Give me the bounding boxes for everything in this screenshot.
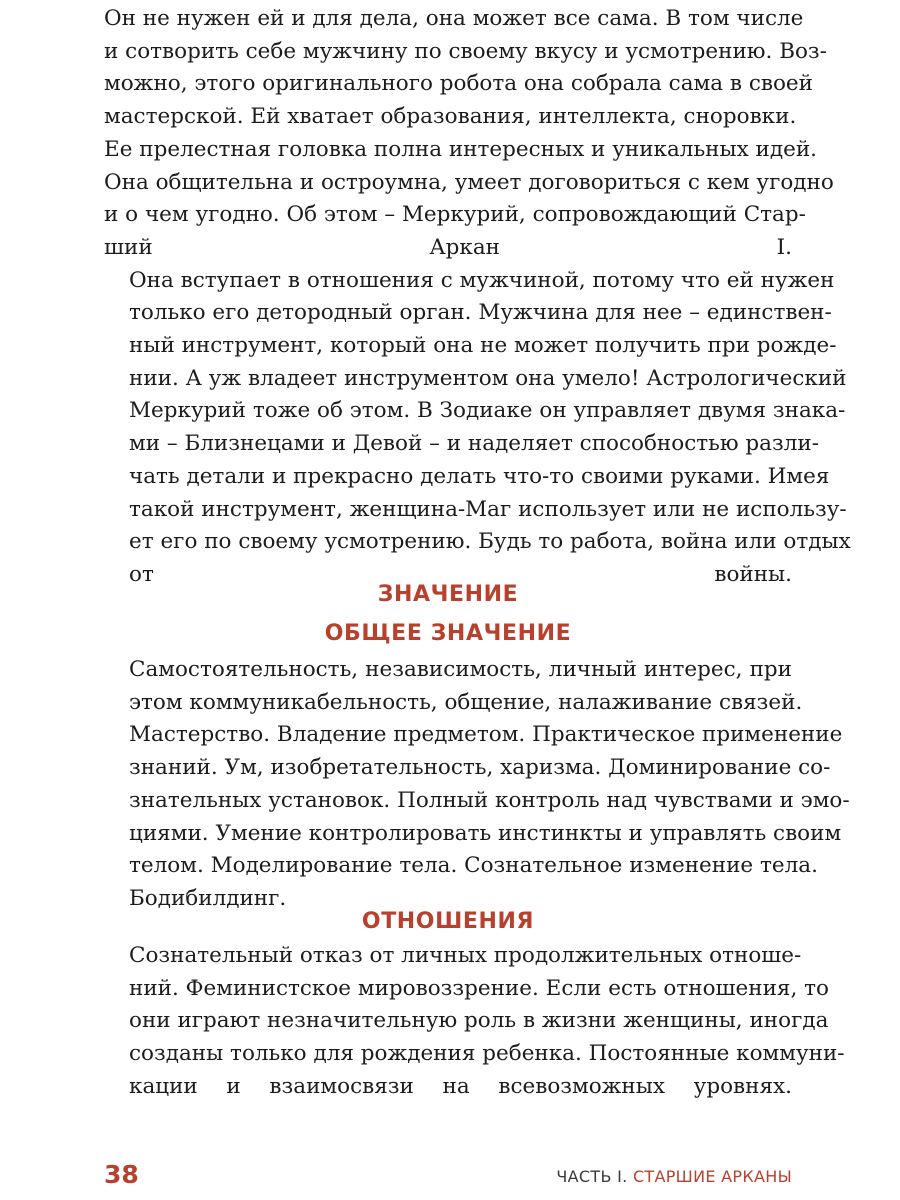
- section-heading-meaning: ЗНАЧЕНИЕ: [377, 582, 519, 607]
- text-line: знаний. Ум, изобретательность, харизма. Доминирование со-: [129, 755, 831, 781]
- text-block-general: [104, 654, 850, 916]
- text-block-top: [104, 3, 851, 592]
- text-line: чать детали и прекрасно делать что-то своими руками. Имея: [129, 463, 830, 489]
- text-line: мастерской. Ей хватает образования, интеллекта, сноровки.: [104, 104, 797, 130]
- text-block-relations: [104, 940, 845, 1104]
- text-line: Бодибилдинг.: [129, 885, 287, 911]
- text-line: и о чем угодно. Об этом – Меркурий, сопровождающий Стар-: [104, 202, 806, 228]
- text-line: от войны.: [129, 561, 792, 587]
- text-line: телом. Моделирование тела. Сознательное изменение тела.: [129, 853, 818, 879]
- text-line: этом коммуникабельность, общение, налаживание связей.: [129, 689, 803, 715]
- text-line: ет его по своему усмотрению. Будь то работа, война или отдых: [129, 529, 851, 555]
- paragraph-2: [104, 265, 851, 592]
- text-line: они играют незначительную роль в жизни женщины, иногда: [129, 1008, 829, 1034]
- running-head: [556, 1167, 792, 1186]
- text-line: ный инструмент, который она не может получить при рожде-: [129, 333, 837, 359]
- running-head-section: СТАРШИЕ АРКАНЫ: [632, 1167, 792, 1186]
- text-line: только его детородный орган. Мужчина для нее – единствен-: [129, 300, 832, 326]
- subheading-relations: ОТНОШЕНИЯ: [361, 909, 535, 934]
- paragraph-3: [104, 654, 850, 916]
- text-line: ний. Феминистское мировоззрение. Если есть отношения, то: [129, 975, 829, 1001]
- paragraph-4: [104, 940, 845, 1104]
- text-line: ший Аркан I.: [104, 234, 792, 260]
- text-line: Она вступает в отношения с мужчиной, потому что ей нужен: [129, 267, 835, 293]
- text-line: нии. А уж владеет инструментом она умело! Астрологический: [129, 365, 847, 391]
- page-footer: [104, 1160, 792, 1194]
- text-line: можно, этого оригинального робота она собрала сама в своей: [104, 71, 813, 97]
- running-head-part: ЧАСТЬ I.: [556, 1167, 628, 1186]
- text-line: знательных установок. Полный контроль над чувствами и эмо-: [129, 787, 850, 813]
- text-line: ми – Близнецами и Девой – и наделяет способностью разли-: [129, 431, 819, 457]
- text-line: Она общительна и остроумна, умеет договориться с кем угодно: [104, 169, 834, 195]
- page-number: 38: [104, 1160, 139, 1189]
- text-line: Он не нужен ей и для дела, она может все сама. В том числе: [104, 6, 804, 31]
- book-page: [104, 0, 851, 1200]
- subheading-general-meaning: ОБЩЕЕ ЗНАЧЕНИЕ: [324, 621, 572, 646]
- text-line: созданы только для рождения ребенка. Постоянные коммуни-: [129, 1041, 845, 1067]
- text-line: Сознательный отказ от личных продолжительных отноше-: [129, 943, 802, 968]
- text-line: такой инструмент, женщина-Маг использует или не использу-: [129, 496, 847, 522]
- text-line: кации и взаимосвязи на всевозможных уровнях.: [129, 1073, 792, 1099]
- text-line: и сотворить себе мужчину по своему вкусу и усмотрению. Воз-: [104, 38, 827, 64]
- text-line: Ее прелестная головка полна интересных и уникальных идей.: [104, 136, 818, 162]
- text-line: Меркурий тоже об этом. В Зодиаке он управляет двумя знака-: [129, 398, 846, 424]
- paragraph-1: [104, 3, 834, 265]
- text-line: циями. Умение контролировать инстинкты и управлять своим: [129, 820, 842, 846]
- text-line: Мастерство. Владение предметом. Практическое применение: [129, 722, 843, 748]
- text-line: Самостоятельность, независимость, личный интерес, при: [129, 657, 792, 682]
